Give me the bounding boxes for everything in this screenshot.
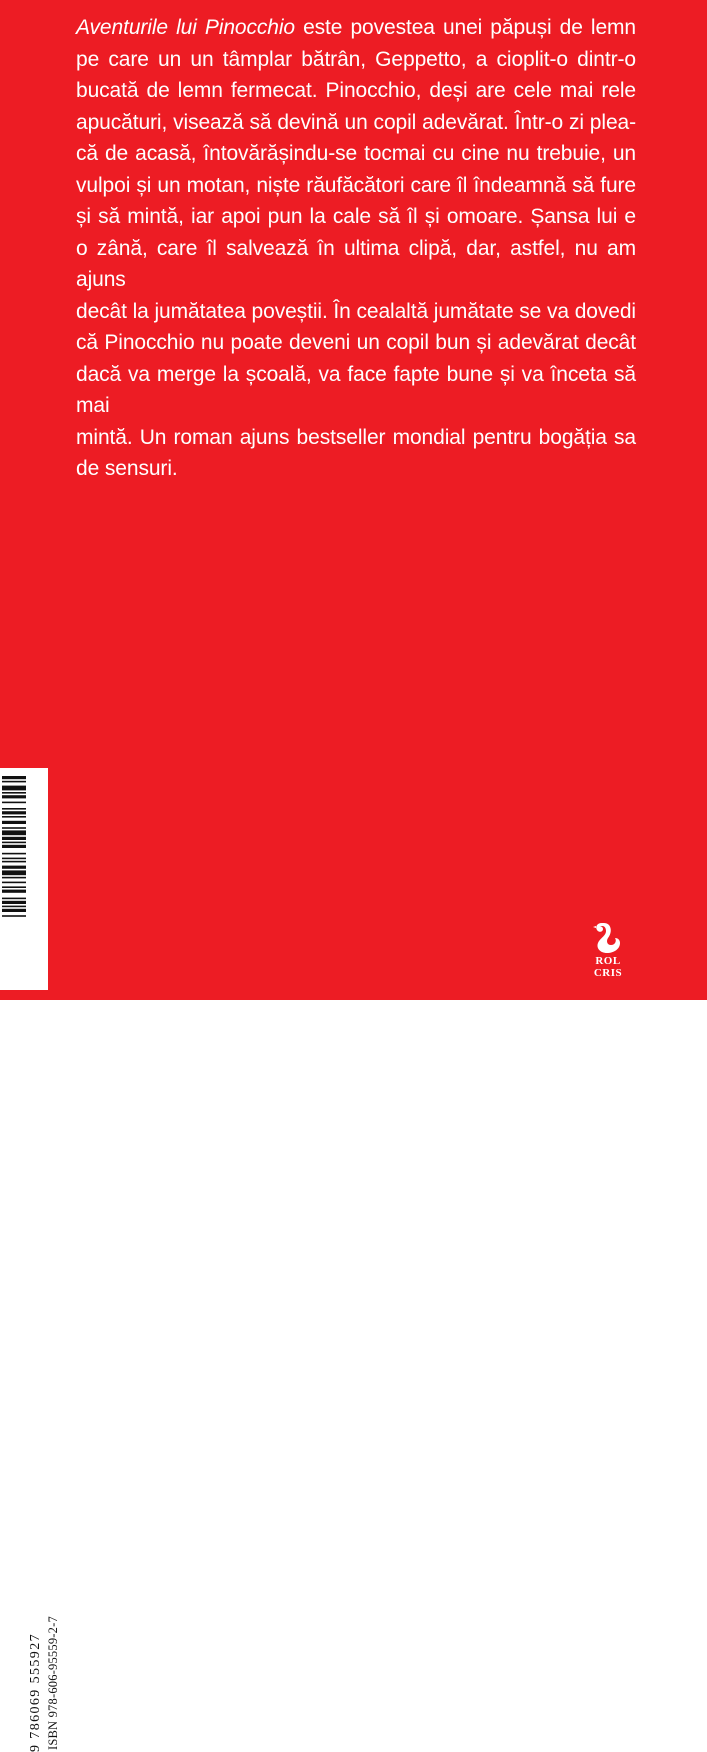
barcode-bar bbox=[2, 877, 26, 879]
barcode-bar bbox=[2, 795, 26, 798]
blurb-line: și să mintă, iar apoi pun la cale să îl și omoare. Șansa lui e bbox=[76, 205, 636, 228]
barcode-bar bbox=[2, 866, 26, 869]
barcode-bar bbox=[2, 827, 26, 829]
barcode-bar bbox=[2, 845, 26, 848]
blurb-line: mintă. Un roman ajuns bestseller mondial pentru bogăția sa bbox=[76, 425, 636, 449]
publisher-name-line1: ROL bbox=[595, 955, 621, 967]
barcode-bar bbox=[2, 861, 26, 863]
barcode-bar bbox=[2, 811, 26, 814]
isbn-barcode bbox=[0, 768, 60, 1752]
blurb-line: pe care un un tâmplar bătrân, Geppetto, a cioplit-o dintr-o bbox=[76, 47, 636, 71]
publisher-name-line2: CRIS bbox=[593, 967, 623, 979]
blurb-line: dacă va merge la școală, va face fapte bune și va înceta să mai bbox=[76, 362, 636, 417]
book-title: Aventurile lui Pinocchio bbox=[76, 16, 296, 39]
publisher-logo bbox=[583, 921, 633, 989]
barcode-bar bbox=[2, 786, 26, 791]
blurb-line: că Pinocchio nu poate deveni un copil bun și adevărat decât bbox=[76, 331, 636, 354]
barcode-bar bbox=[2, 909, 26, 912]
barcode-bar bbox=[2, 808, 26, 810]
barcode-bar bbox=[2, 886, 26, 888]
barcode-bar bbox=[2, 842, 26, 844]
barcode-digits: 9 786069 555927 bbox=[28, 1633, 43, 1752]
barcode-bar bbox=[2, 898, 26, 900]
swan-icon bbox=[593, 921, 623, 955]
barcode-bar bbox=[2, 802, 26, 804]
blurb-line: că de acasă, întovărășindu-se tocmai cu cine nu trebuie, un bbox=[76, 142, 636, 165]
blurb-line-1-rest: este povestea unei păpuși de lemn bbox=[295, 16, 636, 39]
blurb-line: vulpoi și un motan, niște răufăcători care îl îndeamnă să fure bbox=[76, 173, 636, 197]
blurb-line: bucată de lemn fermecat. Pinocchio, deși are cele mai rele bbox=[76, 79, 636, 102]
isbn-number: ISBN 978-606-95559-2-7 bbox=[46, 1616, 60, 1750]
barcode-bar bbox=[2, 853, 26, 855]
barcode-bars bbox=[0, 768, 48, 990]
barcode-bar bbox=[2, 858, 26, 860]
barcode-bar bbox=[2, 830, 26, 835]
book-blurb bbox=[76, 12, 636, 485]
barcode-bar bbox=[2, 837, 26, 840]
blurb-line: decât la jumătatea poveștii. În cealaltă jumătate se va dovedi bbox=[76, 299, 636, 323]
blurb-line-last: de sensuri. bbox=[76, 457, 178, 480]
barcode-bar bbox=[2, 792, 26, 794]
barcode-bar bbox=[2, 901, 26, 904]
barcode-bar bbox=[2, 776, 26, 779]
barcode-bar bbox=[2, 915, 26, 917]
barcode-bar bbox=[2, 882, 26, 884]
blurb-line: apucături, visează să devină un copil adevărat. Într-o zi plea- bbox=[76, 110, 636, 134]
barcode-bar bbox=[2, 870, 26, 875]
barcode-bar bbox=[2, 890, 26, 893]
barcode-bar bbox=[2, 821, 26, 824]
barcode-bar bbox=[2, 816, 26, 818]
blurb-line: o zână, care îl salvează în ultima clipă, dar, astfel, nu am ajuns bbox=[76, 236, 636, 291]
blurb-line-1 bbox=[76, 12, 636, 44]
barcode-bar bbox=[2, 906, 26, 908]
barcode-bar bbox=[2, 781, 26, 783]
